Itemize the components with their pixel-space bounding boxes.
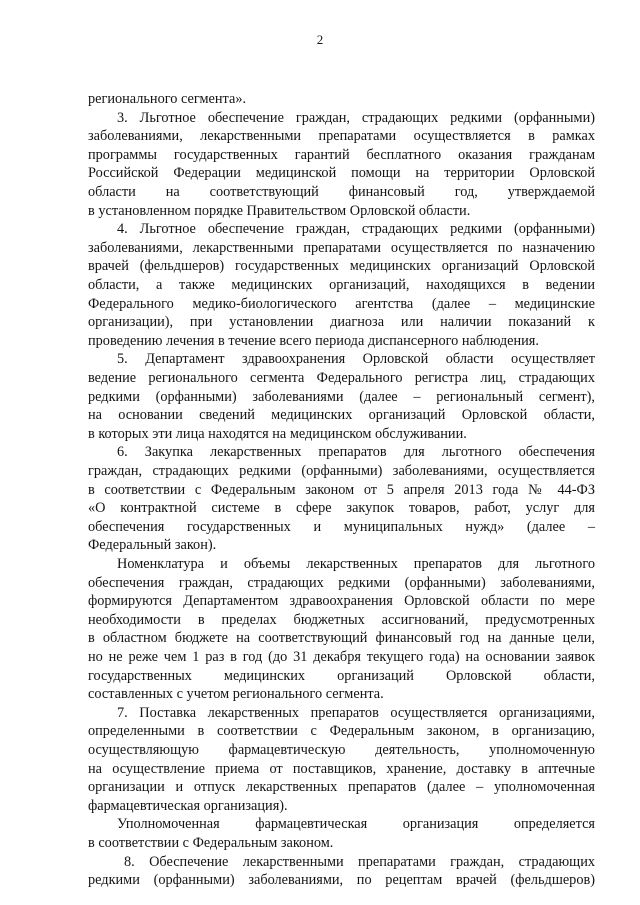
text-line: в областном бюджете на соответствующий финансовый год на данные цели, (88, 630, 595, 647)
text-line: формируются Департаментом здравоохранения Орловской области по мере (88, 593, 595, 610)
page-number: 2 (316, 32, 324, 47)
text-line: области на соответствующий финансовый год, утверждаемой (88, 184, 595, 200)
text-line: регионального сегмента». (88, 91, 247, 107)
text-line: программы государственных гарантий бесплатного оказания гражданам (88, 146, 595, 163)
text-line: обеспечения граждан, страдающих редкими (орфанными) заболеваниями, (88, 574, 595, 591)
text-line: врачей (фельдшеров) государственных медицинских организаций Орловской (88, 258, 595, 275)
text-line: определенными в соответствии с Федеральным законом, в организацию, (88, 723, 595, 740)
text-line: составленных с учетом регионального сегмента. (88, 686, 384, 703)
text-line: 5. Департамент здравоохранения Орловской области осуществляет (117, 351, 595, 368)
text-line: граждан, страдающих редкими (орфанными) заболеваниями, осуществляется (88, 463, 595, 479)
text-line: «О контрактной системе в сфере закупок товаров, работ, услуг для (88, 500, 595, 517)
text-line: но не реже чем 1 раз в год (до 31 декабря текущего года) на основании заявок (88, 649, 595, 665)
text-line: области, а также медицинских организаций, находящихся в ведении (88, 277, 595, 293)
text-line: в установленном порядке Правительством Орловской области. (88, 202, 471, 219)
text-line: 4. Льготное обеспечение граждан, страдающих редкими (орфанными) (117, 221, 595, 238)
text-line: на основании сведений медицинских организаций Орловской области, (88, 407, 595, 424)
text-line: Номенклатура и объемы лекарственных препаратов для льготного (117, 556, 595, 572)
text-line: ведение регионального сегмента Федерального регистра лиц, страдающих (88, 370, 595, 386)
text-line: 8. Обеспечение лекарственными препаратами граждан, страдающих (124, 853, 595, 870)
text-line: в соответствии с Федеральным законом от 5 апреля 2013 года № 44-ФЗ (88, 481, 595, 498)
text-line: Федерального медико-биологического агентства (далее – медицинские (88, 295, 595, 312)
text-line: на осуществление приема от поставщиков, хранение, доставку в аптечные (88, 760, 595, 777)
text-line: организации), при установлении диагноза или наличии показаний к (88, 314, 595, 331)
text-line: проведению лечения в течение всего периода диспансерного наблюдения. (88, 332, 539, 349)
text-line: 3. Льготное обеспечение граждан, страдающих редкими (орфанными) (117, 109, 595, 126)
text-line: заболеваниями, лекарственными препаратами осуществляется в рамках (88, 128, 595, 145)
text-line: в соответствии с Федеральным законом. (88, 835, 334, 851)
text-line: необходимости в пределах бюджетных ассигнований, предусмотренных (88, 611, 595, 628)
text-line: редкими (орфанными) заболеваниями (далее – региональный сегмент), (88, 388, 595, 405)
text-line: 6. Закупка лекарственных препаратов для льготного обеспечения (117, 444, 595, 461)
text-line: 7. Поставка лекарственных препаратов осуществляется организациями, (117, 704, 595, 721)
text-line: Уполномоченная фармацевтическая организация определяется (117, 816, 595, 833)
text-line: заболеваниями, лекарственными препаратами осуществляется по назначению (88, 239, 595, 256)
text-line: государственных медицинских организаций Орловской области, (88, 667, 595, 684)
text-line: фармацевтическая организация). (88, 797, 288, 814)
text-line: обеспечения государственных и муниципальных нужд» (далее – (88, 518, 595, 535)
text-line: редкими (орфанными) заболеваниями, по рецептам врачей (фельдшеров) (88, 872, 595, 889)
text-line: в которых эти лица находятся на медицинском обслуживании. (88, 425, 467, 442)
text-line: Российской Федерации медицинской помощи на территории Орловской (88, 165, 595, 182)
text-line: осуществляющую фармацевтическую деятельность, уполномоченную (88, 742, 595, 758)
text-line: Федеральный закон). (88, 537, 217, 554)
text-line: организации и отпуск лекарственных препаратов (далее – уполномоченная (88, 779, 595, 796)
